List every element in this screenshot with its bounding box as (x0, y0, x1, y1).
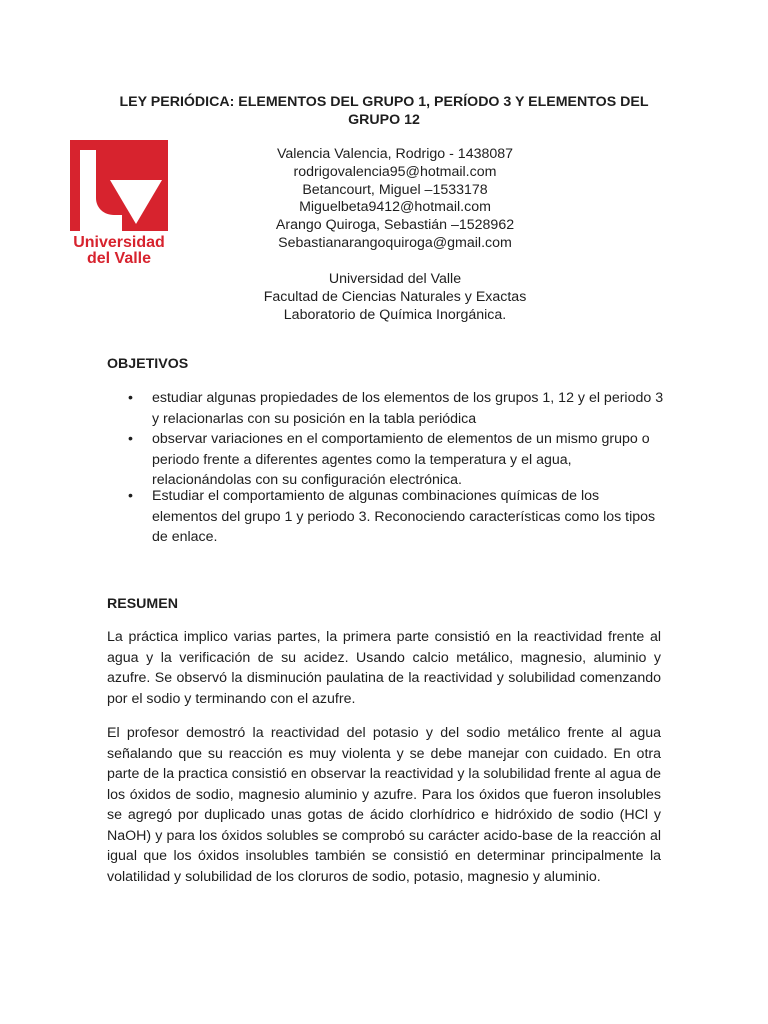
affiliation-faculty: Facultad de Ciencias Naturales y Exactas (263, 288, 527, 305)
bullet-icon: • (128, 390, 133, 406)
list-item (107, 388, 667, 429)
document-title: LEY PERIÓDICA: ELEMENTOS DEL GRUPO 1, PERÍODO 3 Y ELEMENTOS DEL GRUPO 12 (119, 94, 649, 128)
author-line: Betancourt, Miguel –1533178 (302, 181, 488, 198)
author-email: Miguelbeta9412@hotmail.com (299, 199, 491, 216)
list-item (107, 486, 667, 548)
objective-text: Estudiar el comportamiento de algunas combinaciones químicas de los elementos del grupo 1 y periodo 3. Reconociendo características como los tipos de enlace. (152, 488, 656, 545)
author-list (190, 146, 600, 253)
author-email: Sebastianarangoquiroga@gmail.com (278, 234, 512, 251)
summary-heading: RESUMEN (107, 596, 178, 612)
university-logo (70, 140, 171, 266)
objectives-list (107, 388, 667, 548)
summary-paragraph: La práctica implico varias partes, la primera parte consistió en la reactividad frente al agua y la verificación de su acidez. Usando calcio metálico, magnesio, aluminio y azufre. Se observó la disminución paulatina de la reactividad y solubilidad comenzando por el sodio y terminando con el azufre. (107, 629, 661, 707)
author-line: Arango Quiroga, Sebastián –1528962 (275, 217, 515, 234)
logo-text-line1: Universidad (73, 234, 165, 251)
affiliation (190, 271, 600, 324)
univalle-emblem-icon (70, 140, 171, 266)
author-line: Valencia Valencia, Rodrigo - 1438087 (276, 146, 514, 162)
bullet-icon: • (128, 431, 133, 447)
objective-text: estudiar algunas propiedades de los elementos de los grupos 1, 12 y el periodo 3 y relacionarlas con su posición en la tabla periódica (152, 390, 664, 427)
logo-text-line2: del Valle (86, 250, 152, 266)
summary-paragraph: El profesor demostró la reactividad del potasio y del sodio metálico frente al agua señalando que su reacción es muy violenta y se debe manejar con cuidado. En otra parte de la practica consistió en observar la reactividad y la solubilidad frente al agua de los óxidos de sodio, magnesio aluminio y azufre. Para los óxidos que fueron insolubles se agregó por duplicado unas gotas de ácido clorhídrico e hidróxido de sodio (HCl y NaOH) y para los óxidos solubles se comprobó su carácter acido-base de la reacción al igual que los óxidos insolubles también se consistió en determinar principalmente la volatilidad y solubilidad de los cloruros de sodio, potasio, magnesio y aluminio. (107, 725, 661, 885)
affiliation-lab: Laboratorio de Química Inorgánica. (283, 306, 507, 323)
bullet-icon: • (128, 488, 133, 504)
list-item (107, 429, 667, 486)
affiliation-university: Universidad del Valle (328, 271, 462, 287)
objectives-heading: OBJETIVOS (107, 356, 189, 372)
author-email: rodrigovalencia95@hotmail.com (293, 163, 497, 180)
objective-text: observar variaciones en el comportamiento de elementos de un mismo grupo o periodo frente a diferentes agentes como la temperatura y el agua, relacionándolas con su configuración electrónica. (152, 431, 650, 488)
